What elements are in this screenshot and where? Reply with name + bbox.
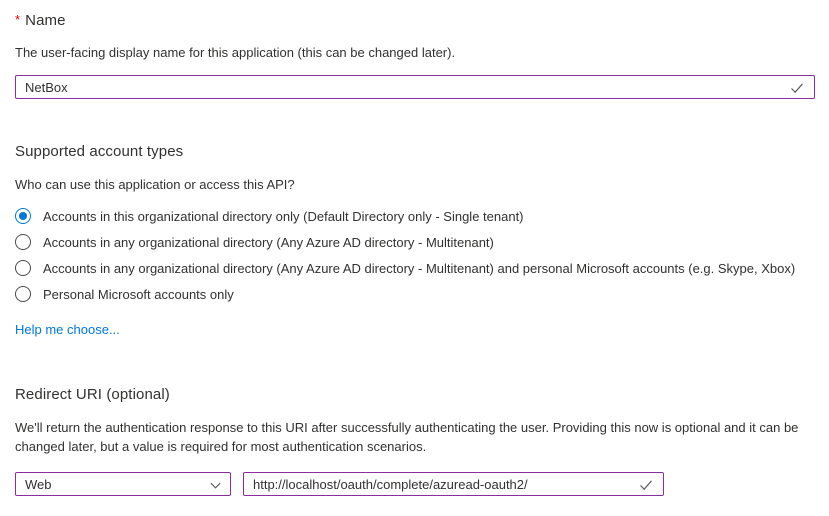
radio-icon[interactable]: [15, 260, 31, 276]
radio-icon[interactable]: [15, 208, 31, 224]
platform-select-value: Web: [25, 476, 52, 492]
redirect-uri-description: We'll return the authentication response to this URI after successfully authenticating the user. Providing this now is optional and it can be changed later, but a value is required for most authentication scenarios.: [15, 420, 799, 454]
account-types-question: Who can use this application or access this API?: [15, 177, 295, 192]
account-types-heading: Supported account types: [15, 143, 184, 160]
redirect-uri-heading: Redirect URI (optional): [15, 386, 170, 403]
radio-icon[interactable]: [15, 234, 31, 250]
account-type-option-personal-only[interactable]: Personal Microsoft accounts only: [15, 281, 815, 307]
account-type-option-single-tenant[interactable]: Accounts in this organizational directory only (Default Directory only - Single tenant): [15, 203, 815, 229]
valid-check-icon: [789, 80, 805, 96]
redirect-uri-row: [15, 472, 815, 496]
platform-select[interactable]: [15, 472, 231, 496]
name-input[interactable]: [15, 75, 815, 99]
help-me-choose-link[interactable]: Help me choose...: [15, 322, 120, 337]
name-description: The user-facing display name for this application (this can be changed later).: [15, 45, 456, 60]
account-type-option-multitenant[interactable]: Accounts in any organizational directory (Any Azure AD directory - Multitenant): [15, 229, 815, 255]
name-input-value: NetBox: [25, 79, 68, 95]
name-section-heading: [15, 12, 815, 29]
radio-icon[interactable]: [15, 286, 31, 302]
account-types-radio-group: [15, 203, 815, 307]
account-type-option-multitenant-personal[interactable]: Accounts in any organizational directory (Any Azure AD directory - Multitenant) and personal Microsoft accounts (e.g. Skype, Xbox): [15, 255, 815, 281]
chevron-down-icon: [209, 479, 222, 492]
name-label: Name: [25, 12, 66, 29]
required-asterisk: *: [15, 12, 21, 27]
redirect-uri-input-value: http://localhost/oauth/complete/azuread-oauth2/: [253, 476, 528, 492]
redirect-uri-input[interactable]: [243, 472, 664, 496]
valid-check-icon: [638, 477, 654, 493]
